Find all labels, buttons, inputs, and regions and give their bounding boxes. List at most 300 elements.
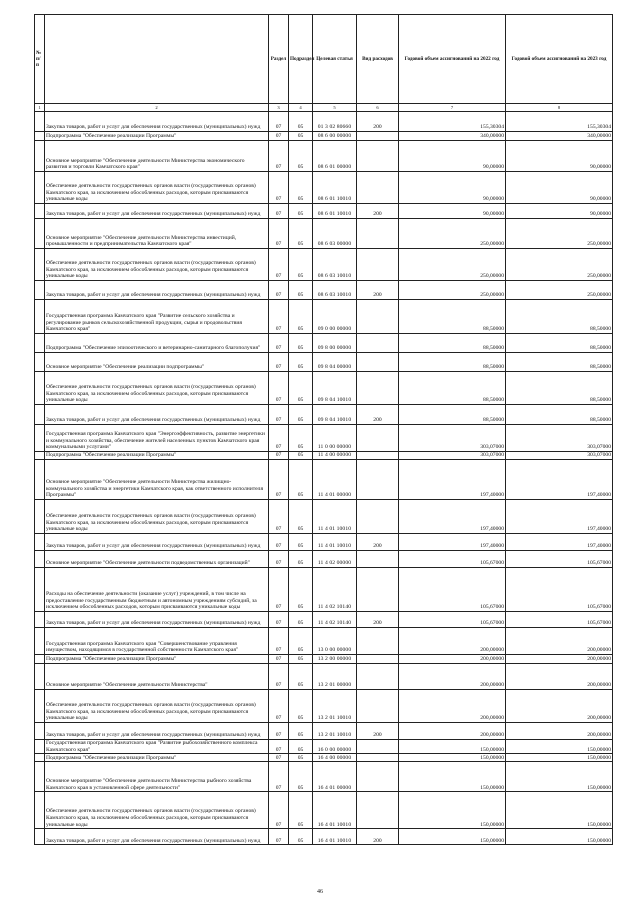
amount-2022: 90,00000 xyxy=(399,141,506,172)
vid-cell xyxy=(357,300,399,334)
amount-2022: 303,07000 xyxy=(399,425,506,452)
table-row xyxy=(35,141,613,172)
amount-2023: 88,50000 xyxy=(506,300,613,334)
vid-cell xyxy=(357,132,399,141)
vid-cell: 200 xyxy=(357,723,399,740)
num-cell xyxy=(35,655,45,664)
vid-cell xyxy=(357,372,399,405)
vid-cell xyxy=(357,172,399,204)
num-cell xyxy=(35,132,45,141)
podrazdel-cell: 05 xyxy=(289,452,313,460)
row-name: Основное мероприятие "Обеспечение деятельности Министерства" xyxy=(45,664,269,690)
table-row xyxy=(35,723,613,740)
row-name: Государственная программа Камчатского края "Развитие рыбохозяйственного комплекса Камчатского края" xyxy=(45,740,269,754)
amount-2023: 250,00000 xyxy=(506,219,613,249)
amount-2023: 90,00000 xyxy=(506,204,613,219)
razdel-cell: 07 xyxy=(269,792,289,829)
num-cell xyxy=(35,762,45,792)
column-index-row xyxy=(35,104,613,112)
tselevaya-cell: 09 8 04 00000 xyxy=(313,353,357,372)
table-row xyxy=(35,405,613,425)
table-row xyxy=(35,132,613,141)
vid-cell xyxy=(357,754,399,762)
table-row xyxy=(35,425,613,452)
num-cell xyxy=(35,664,45,690)
amount-2023: 197,40000 xyxy=(506,500,613,534)
razdel-cell: 07 xyxy=(269,829,289,845)
podrazdel-cell: 05 xyxy=(289,568,313,612)
podrazdel-cell: 05 xyxy=(289,612,313,628)
podrazdel-cell: 05 xyxy=(289,534,313,551)
amount-2022: 200,00000 xyxy=(399,690,506,723)
header-num: № п/п xyxy=(35,15,45,104)
table-row xyxy=(35,219,613,249)
table-row xyxy=(35,300,613,334)
razdel-cell: 07 xyxy=(269,353,289,372)
num-cell xyxy=(35,281,45,300)
column-index: 4 xyxy=(289,104,313,112)
amount-2023: 200,00000 xyxy=(506,723,613,740)
page-number: 46 xyxy=(317,889,323,895)
row-name: Основное мероприятие "Обеспечение деятельности Министерства жилищно-коммунального хозяйства и энергетики Камчатского края, как ответственного исполнителя Программы" xyxy=(45,460,269,500)
table-row xyxy=(35,281,613,300)
razdel-cell: 07 xyxy=(269,723,289,740)
tselevaya-cell: 09 8 00 00000 xyxy=(313,334,357,353)
row-name: Государственная программа Камчатского края "Энергоэффективность, развитие энергетики и коммунального хозяйства, обеспечение жителей населенных пунктов Камчатского края коммунальными услугами" xyxy=(45,425,269,452)
vid-cell: 200 xyxy=(357,112,399,132)
amount-2023: 88,50000 xyxy=(506,405,613,425)
amount-2022: 105,67000 xyxy=(399,568,506,612)
header-razdel: Раздел xyxy=(269,15,289,104)
podrazdel-cell: 05 xyxy=(289,204,313,219)
column-index: 5 xyxy=(313,104,357,112)
vid-cell xyxy=(357,792,399,829)
vid-cell xyxy=(357,568,399,612)
razdel-cell: 07 xyxy=(269,452,289,460)
amount-2022: 150,00000 xyxy=(399,762,506,792)
vid-cell xyxy=(357,628,399,655)
vid-cell xyxy=(357,460,399,500)
num-cell xyxy=(35,612,45,628)
tselevaya-cell: 11 4 02 00000 xyxy=(313,551,357,568)
tselevaya-cell: 08 6 03 10010 xyxy=(313,249,357,281)
amount-2023: 105,67000 xyxy=(506,568,613,612)
podrazdel-cell: 05 xyxy=(289,628,313,655)
tselevaya-cell: 08 6 03 10010 xyxy=(313,281,357,300)
tselevaya-cell: 13 2 01 00000 xyxy=(313,664,357,690)
num-cell xyxy=(35,568,45,612)
amount-2023: 105,67000 xyxy=(506,612,613,628)
amount-2022: 200,00000 xyxy=(399,664,506,690)
amount-2023: 250,00000 xyxy=(506,249,613,281)
podrazdel-cell: 05 xyxy=(289,249,313,281)
tselevaya-cell: 13 2 00 00000 xyxy=(313,655,357,664)
vid-cell xyxy=(357,664,399,690)
num-cell xyxy=(35,829,45,845)
num-cell xyxy=(35,219,45,249)
vid-cell xyxy=(357,500,399,534)
column-index: 6 xyxy=(357,104,399,112)
razdel-cell: 07 xyxy=(269,172,289,204)
tselevaya-cell: 11 4 02 10140 xyxy=(313,612,357,628)
razdel-cell: 07 xyxy=(269,372,289,405)
header-podrazdel: Подраздел xyxy=(289,15,313,104)
podrazdel-cell: 05 xyxy=(289,664,313,690)
amount-2022: 150,00000 xyxy=(399,792,506,829)
tselevaya-cell: 16 4 01 00000 xyxy=(313,762,357,792)
table-row xyxy=(35,534,613,551)
razdel-cell: 07 xyxy=(269,460,289,500)
amount-2022: 88,50000 xyxy=(399,405,506,425)
table-row xyxy=(35,792,613,829)
table-row xyxy=(35,172,613,204)
podrazdel-cell: 05 xyxy=(289,460,313,500)
table-row xyxy=(35,372,613,405)
row-name: Основное мероприятие "Обеспечение реализации подпрограммы" xyxy=(45,353,269,372)
razdel-cell: 07 xyxy=(269,204,289,219)
row-name: Закупка товаров, работ и услуг для обеспечения государственных (муниципальных) нужд xyxy=(45,534,269,551)
table-row xyxy=(35,754,613,762)
podrazdel-cell: 05 xyxy=(289,690,313,723)
amount-2023: 200,00000 xyxy=(506,690,613,723)
vid-cell: 200 xyxy=(357,281,399,300)
table-row xyxy=(35,829,613,845)
amount-2023: 200,00000 xyxy=(506,628,613,655)
razdel-cell: 07 xyxy=(269,690,289,723)
header-2022: Годовой объем ассигнований на 2022 год xyxy=(399,15,506,104)
tselevaya-cell: 11 4 01 10010 xyxy=(313,500,357,534)
row-name: Закупка товаров, работ и услуг для обеспечения государственных (муниципальных) нужд xyxy=(45,405,269,425)
podrazdel-cell: 05 xyxy=(289,372,313,405)
table-row xyxy=(35,334,613,353)
amount-2022: 150,00000 xyxy=(399,754,506,762)
budget-table xyxy=(34,14,613,845)
table-row xyxy=(35,452,613,460)
num-cell xyxy=(35,334,45,353)
razdel-cell: 07 xyxy=(269,612,289,628)
amount-2022: 250,00000 xyxy=(399,281,506,300)
amount-2023: 88,50000 xyxy=(506,353,613,372)
row-name: Государственная программа Камчатского края "Развитие сельского хозяйства и регулирование рынков сельскохозяйственной продукции, сырья и продовольствия Камчатского края" xyxy=(45,300,269,334)
podrazdel-cell: 05 xyxy=(289,132,313,141)
podrazdel-cell: 05 xyxy=(289,353,313,372)
tselevaya-cell: 13 2 01 10010 xyxy=(313,690,357,723)
razdel-cell: 07 xyxy=(269,762,289,792)
podrazdel-cell: 05 xyxy=(289,112,313,132)
amount-2023: 88,50000 xyxy=(506,372,613,405)
row-name: Основное мероприятие "Обеспечение деятельности Министерства экономического развития и торговли Камчатского края" xyxy=(45,141,269,172)
num-cell xyxy=(35,372,45,405)
table-row xyxy=(35,112,613,132)
row-name: Обеспечение деятельности государственных органов власти (государственных органов) Камчатского края, за исключением обособленных расходов, которым присваиваются уникальные коды xyxy=(45,500,269,534)
row-name: Подпрограмма "Обеспечение реализации Программы" xyxy=(45,754,269,762)
amount-2023: 340,00000 xyxy=(506,132,613,141)
num-cell xyxy=(35,141,45,172)
razdel-cell: 07 xyxy=(269,112,289,132)
podrazdel-cell: 05 xyxy=(289,829,313,845)
table-row xyxy=(35,249,613,281)
row-name: Закупка товаров, работ и услуг для обеспечения государственных (муниципальных) нужд xyxy=(45,112,269,132)
column-index: 1 xyxy=(35,104,45,112)
podrazdel-cell: 05 xyxy=(289,334,313,353)
row-name: Обеспечение деятельности государственных органов власти (государственных органов) Камчатского края, за исключением обособленных расходов, которым присваиваются уникальные коды xyxy=(45,249,269,281)
vid-cell xyxy=(357,690,399,723)
tselevaya-cell: 01 3 02 80660 xyxy=(313,112,357,132)
podrazdel-cell: 05 xyxy=(289,754,313,762)
amount-2022: 197,40000 xyxy=(399,534,506,551)
num-cell xyxy=(35,112,45,132)
amount-2023: 90,00000 xyxy=(506,172,613,204)
razdel-cell: 07 xyxy=(269,754,289,762)
row-name: Подпрограмма "Обеспечение эпизоотического и ветеринарно-санитарного благополучия" xyxy=(45,334,269,353)
amount-2022: 150,00000 xyxy=(399,740,506,754)
amount-2022: 88,50000 xyxy=(399,372,506,405)
razdel-cell: 07 xyxy=(269,141,289,172)
num-cell xyxy=(35,723,45,740)
podrazdel-cell: 05 xyxy=(289,740,313,754)
razdel-cell: 07 xyxy=(269,132,289,141)
row-name: Закупка товаров, работ и услуг для обеспечения государственных (муниципальных) нужд xyxy=(45,829,269,845)
row-name: Обеспечение деятельности государственных органов власти (государственных органов) Камчатского края, за исключением обособленных расходов, которым присваиваются уникальные коды xyxy=(45,372,269,405)
table-row xyxy=(35,762,613,792)
vid-cell xyxy=(357,219,399,249)
amount-2022: 155,30304 xyxy=(399,112,506,132)
amount-2022: 150,00000 xyxy=(399,829,506,845)
tselevaya-cell: 16 4 00 00000 xyxy=(313,754,357,762)
row-name: Основное мероприятие "Обеспечение деятельности подведомственных организаций" xyxy=(45,551,269,568)
row-name: Обеспечение деятельности государственных органов власти (государственных органов) Камчатского края, за исключением обособленных расходов, которым присваиваются уникальные коды xyxy=(45,690,269,723)
num-cell xyxy=(35,792,45,829)
row-name: Основное мероприятие "Обеспечение деятельности Министерства инвестиций, промышленности и предпринимательства Камчатского края" xyxy=(45,219,269,249)
podrazdel-cell: 05 xyxy=(289,141,313,172)
tselevaya-cell: 11 4 01 00000 xyxy=(313,460,357,500)
tselevaya-cell: 11 4 02 10140 xyxy=(313,568,357,612)
table-body xyxy=(35,112,613,845)
vid-cell xyxy=(357,740,399,754)
vid-cell: 200 xyxy=(357,204,399,219)
row-name: Обеспечение деятельности государственных органов власти (государственных органов) Камчатского края, за исключением обособленных расходов, которым присваиваются уникальные коды xyxy=(45,792,269,829)
num-cell xyxy=(35,534,45,551)
amount-2022: 197,40000 xyxy=(399,500,506,534)
tselevaya-cell: 11 0 00 00000 xyxy=(313,425,357,452)
amount-2022: 200,00000 xyxy=(399,655,506,664)
podrazdel-cell: 05 xyxy=(289,219,313,249)
amount-2023: 105,67000 xyxy=(506,551,613,568)
num-cell xyxy=(35,628,45,655)
razdel-cell: 07 xyxy=(269,249,289,281)
vid-cell xyxy=(357,762,399,792)
amount-2022: 200,00000 xyxy=(399,628,506,655)
tselevaya-cell: 08 6 00 00000 xyxy=(313,132,357,141)
table-row xyxy=(35,204,613,219)
vid-cell: 200 xyxy=(357,612,399,628)
column-index: 8 xyxy=(506,104,613,112)
num-cell xyxy=(35,204,45,219)
amount-2022: 90,00000 xyxy=(399,172,506,204)
amount-2022: 90,00000 xyxy=(399,204,506,219)
vid-cell xyxy=(357,249,399,281)
num-cell xyxy=(35,172,45,204)
table-row xyxy=(35,568,613,612)
amount-2022: 250,00000 xyxy=(399,249,506,281)
amount-2023: 150,00000 xyxy=(506,754,613,762)
header-name xyxy=(45,15,269,104)
amount-2022: 105,67000 xyxy=(399,551,506,568)
razdel-cell: 07 xyxy=(269,219,289,249)
razdel-cell: 07 xyxy=(269,334,289,353)
amount-2023: 150,00000 xyxy=(506,740,613,754)
vid-cell xyxy=(357,551,399,568)
num-cell xyxy=(35,353,45,372)
row-name: Закупка товаров, работ и услуг для обеспечения государственных (муниципальных) нужд xyxy=(45,204,269,219)
table-row xyxy=(35,628,613,655)
row-name: Расходы на обеспечение деятельности (оказание услуг) учреждений, в том числе на предоставление государственным бюджетным и автономным учреждениям субсидий, за исключением обособленных расходов, которым присваиваются уникальные коды xyxy=(45,568,269,612)
tselevaya-cell: 11 4 01 10010 xyxy=(313,534,357,551)
razdel-cell: 07 xyxy=(269,664,289,690)
razdel-cell: 07 xyxy=(269,300,289,334)
vid-cell xyxy=(357,425,399,452)
table-row xyxy=(35,664,613,690)
row-name: Закупка товаров, работ и услуг для обеспечения государственных (муниципальных) нужд xyxy=(45,281,269,300)
table-row xyxy=(35,655,613,664)
table-row xyxy=(35,500,613,534)
table-row xyxy=(35,740,613,754)
podrazdel-cell: 05 xyxy=(289,723,313,740)
amount-2022: 340,00000 xyxy=(399,132,506,141)
num-cell xyxy=(35,500,45,534)
tselevaya-cell: 11 4 00 00000 xyxy=(313,452,357,460)
amount-2023: 197,40000 xyxy=(506,460,613,500)
column-index: 7 xyxy=(399,104,506,112)
amount-2022: 303,07000 xyxy=(399,452,506,460)
num-cell xyxy=(35,551,45,568)
razdel-cell: 07 xyxy=(269,551,289,568)
podrazdel-cell: 05 xyxy=(289,281,313,300)
num-cell xyxy=(35,740,45,754)
amount-2023: 150,00000 xyxy=(506,762,613,792)
num-cell xyxy=(35,249,45,281)
column-index: 2 xyxy=(45,104,269,112)
podrazdel-cell: 05 xyxy=(289,792,313,829)
vid-cell xyxy=(357,452,399,460)
tselevaya-cell: 09 8 04 10010 xyxy=(313,405,357,425)
amount-2023: 200,00000 xyxy=(506,664,613,690)
razdel-cell: 07 xyxy=(269,568,289,612)
tselevaya-cell: 08 6 01 00000 xyxy=(313,141,357,172)
vid-cell xyxy=(357,655,399,664)
razdel-cell: 07 xyxy=(269,281,289,300)
amount-2022: 197,40000 xyxy=(399,460,506,500)
podrazdel-cell: 05 xyxy=(289,300,313,334)
amount-2023: 155,30304 xyxy=(506,112,613,132)
tselevaya-cell: 13 0 00 00000 xyxy=(313,628,357,655)
podrazdel-cell: 05 xyxy=(289,762,313,792)
amount-2023: 250,00000 xyxy=(506,281,613,300)
amount-2023: 150,00000 xyxy=(506,792,613,829)
vid-cell: 200 xyxy=(357,829,399,845)
table-row xyxy=(35,353,613,372)
amount-2023: 303,07000 xyxy=(506,452,613,460)
num-cell xyxy=(35,452,45,460)
amount-2022: 88,50000 xyxy=(399,300,506,334)
amount-2023: 197,40000 xyxy=(506,534,613,551)
tselevaya-cell: 09 8 04 10010 xyxy=(313,372,357,405)
row-name: Государственная программа Камчатского края "Совершенствование управления имуществом, находящимся в государственной собственности Камчатского края" xyxy=(45,628,269,655)
table-row xyxy=(35,690,613,723)
razdel-cell: 07 xyxy=(269,655,289,664)
podrazdel-cell: 05 xyxy=(289,425,313,452)
num-cell xyxy=(35,405,45,425)
column-index: 3 xyxy=(269,104,289,112)
vid-cell xyxy=(357,141,399,172)
vid-cell xyxy=(357,353,399,372)
tselevaya-cell: 13 2 01 10010 xyxy=(313,723,357,740)
razdel-cell: 07 xyxy=(269,425,289,452)
razdel-cell: 07 xyxy=(269,500,289,534)
header-vid: Вид расходов xyxy=(357,15,399,104)
row-name: Подпрограмма "Обеспечение реализации Программы" xyxy=(45,132,269,141)
amount-2022: 88,50000 xyxy=(399,334,506,353)
podrazdel-cell: 05 xyxy=(289,405,313,425)
podrazdel-cell: 05 xyxy=(289,551,313,568)
num-cell xyxy=(35,300,45,334)
num-cell xyxy=(35,460,45,500)
row-name: Подпрограмма "Обеспечение реализации Программы" xyxy=(45,655,269,664)
num-cell xyxy=(35,690,45,723)
amount-2022: 88,50000 xyxy=(399,353,506,372)
table-row xyxy=(35,551,613,568)
row-name: Подпрограмма "Обеспечение реализации Программы" xyxy=(45,452,269,460)
num-cell xyxy=(35,754,45,762)
podrazdel-cell: 05 xyxy=(289,500,313,534)
row-name: Закупка товаров, работ и услуг для обеспечения государственных (муниципальных) нужд xyxy=(45,723,269,740)
header-2023: Годовой объем ассигнований на 2023 год xyxy=(506,15,613,104)
razdel-cell: 07 xyxy=(269,405,289,425)
vid-cell xyxy=(357,334,399,353)
amount-2023: 150,00000 xyxy=(506,829,613,845)
tselevaya-cell: 16 4 01 10010 xyxy=(313,792,357,829)
vid-cell: 200 xyxy=(357,534,399,551)
razdel-cell: 07 xyxy=(269,534,289,551)
amount-2023: 90,00000 xyxy=(506,141,613,172)
header-tselevaya: Целевая статья xyxy=(313,15,357,104)
razdel-cell: 07 xyxy=(269,628,289,655)
podrazdel-cell: 05 xyxy=(289,172,313,204)
amount-2022: 200,00000 xyxy=(399,723,506,740)
tselevaya-cell: 08 6 03 00000 xyxy=(313,219,357,249)
row-name: Закупка товаров, работ и услуг для обеспечения государственных (муниципальных) нужд xyxy=(45,612,269,628)
tselevaya-cell: 08 6 01 10010 xyxy=(313,172,357,204)
row-name: Обеспечение деятельности государственных органов власти (государственных органов) Камчатского края, за исключением обособленных расходов, которым присваиваются уникальные коды xyxy=(45,172,269,204)
tselevaya-cell: 16 4 01 10010 xyxy=(313,829,357,845)
amount-2023: 303,07000 xyxy=(506,425,613,452)
vid-cell: 200 xyxy=(357,405,399,425)
amount-2023: 88,50000 xyxy=(506,334,613,353)
num-cell xyxy=(35,425,45,452)
row-name: Основное мероприятие "Обеспечение деятельности Министерства рыбного хозяйства Камчатского края в установленной сфере деятельности" xyxy=(45,762,269,792)
table-row xyxy=(35,612,613,628)
razdel-cell: 07 xyxy=(269,740,289,754)
tselevaya-cell: 09 0 00 00000 xyxy=(313,300,357,334)
tselevaya-cell: 08 6 01 10010 xyxy=(313,204,357,219)
amount-2022: 105,67000 xyxy=(399,612,506,628)
amount-2022: 250,00000 xyxy=(399,219,506,249)
tselevaya-cell: 16 0 00 00000 xyxy=(313,740,357,754)
amount-2023: 200,00000 xyxy=(506,655,613,664)
header-row xyxy=(35,15,613,104)
table-row xyxy=(35,460,613,500)
podrazdel-cell: 05 xyxy=(289,655,313,664)
